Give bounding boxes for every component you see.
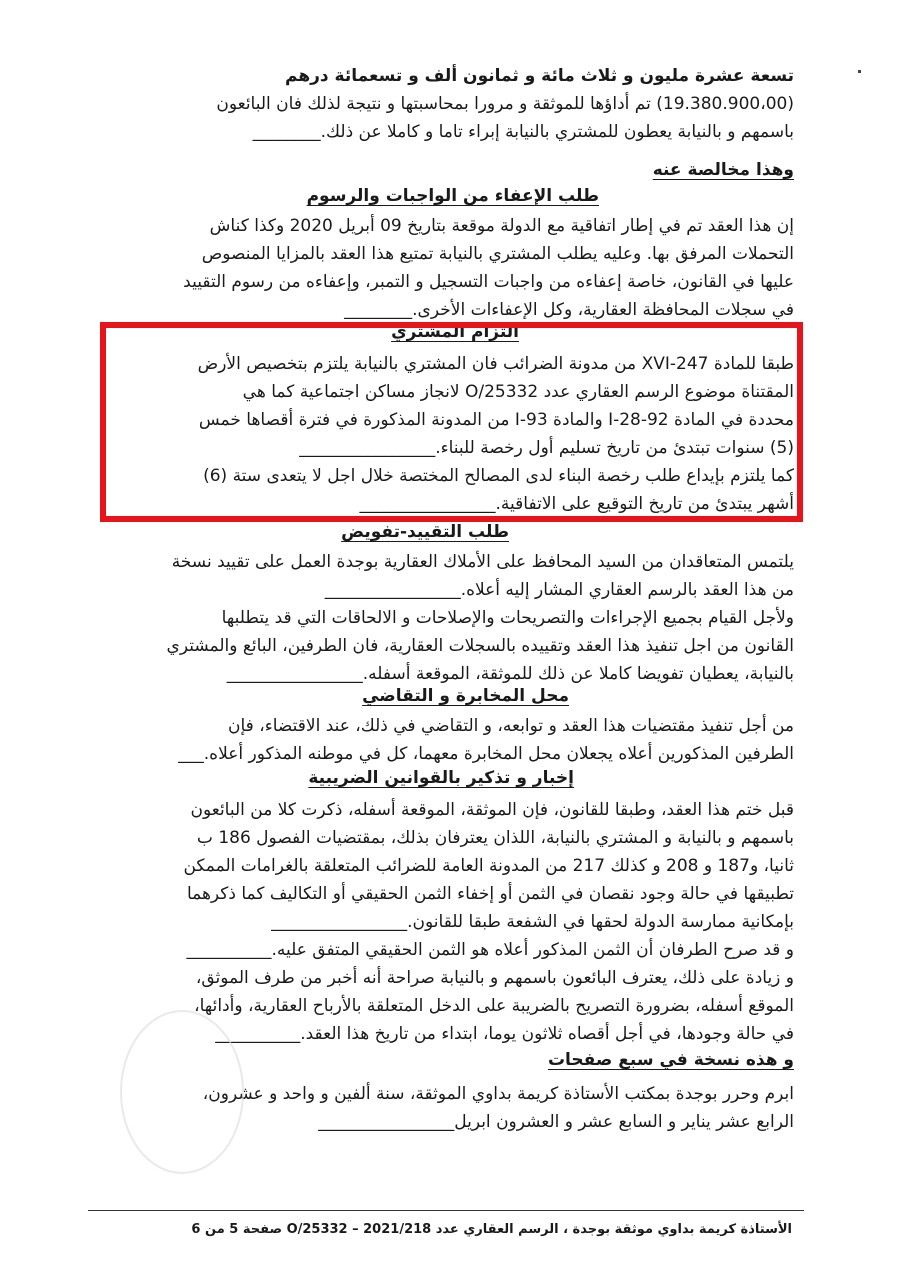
footer-divider xyxy=(88,1210,804,1211)
text-line: ولأجل القيام بجميع الإجراءات والتصريحات والإصلاحات و الالحاقات التي قد يتطلبها xyxy=(221,608,794,628)
section-heading-receipt: وهذا مخالصة عنه xyxy=(652,160,794,180)
text-line: المقتناة موضوع الرسم العقاري عدد O/25332 لانجاز مساكن اجتماعية كما هي xyxy=(242,382,794,402)
text-line: باسمهم و بالنيابة يعطون للمشتري بالنيابة إبراء تاما و كاملا عن ذلك.________ xyxy=(252,122,794,142)
text-line: قبل ختم هذا العقد، وطبقا للقانون، فإن الموثقة، الموقعة أسفله، ذكرت كلا من البائعون xyxy=(190,800,794,820)
text-line: بإمكانية ممارسة الدولة لحقها في الشفعة طبقا للقانون.________________ xyxy=(271,912,794,932)
text-line: و قد صرح الطرفان أن الثمن المذكور أعلاه هو الثمن الحقيقي المتفق عليه.__________ xyxy=(186,940,794,960)
section-heading-buyer-obligation: التزام المشتري xyxy=(391,322,519,342)
text-line: كما يلتزم بإيداع طلب رخصة البناء لدى المصالح المختصة خلال اجل لا يتعدى ستة (6) xyxy=(203,466,794,486)
text-line: من أجل تنفيذ مقتضيات هذا العقد و توابعه، و التقاضي في ذلك، عند الاقتضاء، فإن xyxy=(228,716,794,736)
text-line: يلتمس المتعاقدان من السيد المحافظ على الأملاك العقارية بوجدة العمل على تقييد نسخة xyxy=(171,552,794,572)
text-line: تطبيقها في حالة وجود نقصان في الثمن أو إخفاء الثمن الحقيقي أو التكاليف كما ذكرهما xyxy=(186,884,794,904)
text-line: في سجلات المحافظة العقارية، وكل الإعفاءات الأخرى.________ xyxy=(344,300,794,320)
text-line: من هذا العقد بالرسم العقاري المشار إليه أعلاه.________________ xyxy=(324,580,794,600)
section-heading-registration: طلب التقييد-تفويض xyxy=(341,522,509,542)
text-line: باسمهم و بالنيابة و المشتري بالنيابة، اللذان يعترفان بذلك، بمقتضيات الفصول 186 ب xyxy=(196,828,794,848)
section-heading-copies: و هذه نسخة في سبع صفحات xyxy=(547,1050,794,1070)
red-highlight-box xyxy=(100,322,803,522)
text-line: التحملات المرفق بها. وعليه يطلب المشتري بالنيابة تمتيع هذا العقد بالمزايا المنصوص xyxy=(201,244,794,264)
text-line: في حالة وجودها، في أجل أقصاه ثلاثون يوما، ابتداء من تاريخ هذا العقد.__________ xyxy=(215,1024,794,1044)
text-line: بالنيابة، يعطيان تفويضا كاملا عن ذلك للموثقة، الموقعة أسفله.________________ xyxy=(226,664,794,684)
text-line: الرابع عشر يناير و السابع عشر و العشرون ابريل________________ xyxy=(318,1112,794,1132)
text-line: عليها في القانون، خاصة إعفاءه من واجبات التسجيل و التمبر، وإعفاءه من رسوم التقييد xyxy=(183,272,794,292)
text-line: محددة في المادة 92-I-28 والمادة 93-I من المدونة المذكورة في فترة أقصاها خمس xyxy=(198,410,794,430)
text-line: تسعة عشرة مليون و ثلاث مائة و ثمانون ألف و تسعمائة درهم xyxy=(284,66,794,86)
payment-paragraph xyxy=(94,62,794,146)
text-line: ثانيا، و187 و 208 و كذلك 217 من المدونة العامة للضرائب المتعلقة بالغرامات الممكن xyxy=(183,856,794,876)
text-line: طبقا للمادة XVI-247 من مدونة الضرائب فان المشتري بالنيابة يلتزم بتخصيص الأرض xyxy=(197,354,794,374)
text-line: (19.380.900،00) تم أداؤها للموثقة و مرورا بمحاسبتها و نتيجة لذلك فان البائعون xyxy=(216,94,794,114)
exemption-paragraph xyxy=(94,212,794,324)
faint-stamp-watermark xyxy=(120,1010,244,1174)
text-line: و زيادة على ذلك، يعترف البائعون باسمهم و بالنيابة صراحة أنه أخبر من طرف الموثق، xyxy=(195,968,794,988)
tax-notice-paragraph xyxy=(94,796,794,1048)
domicile-paragraph xyxy=(94,712,794,768)
text-line: الموقع أسفله، بضرورة التصريح بالضريبة على الدخل المتعلقة بالأرباح العقارية، وأدائها، xyxy=(194,996,794,1016)
scan-mark xyxy=(858,70,861,73)
text-line: القانون من اجل تنفيذ هذا العقد وتقييده بالسجلات العقارية، فان الطرفين، البائع والمشتري xyxy=(166,636,794,656)
text-line: إن هذا العقد تم في إطار اتفاقية مع الدولة موقعة بتاريخ 09 أبريل 2020 وكذا كناش xyxy=(209,216,794,236)
section-heading-domicile: محل المخابرة و التقاضي xyxy=(362,686,569,706)
text-line: أشهر يبتدئ من تاريخ التوقيع على الاتفاقية.________________ xyxy=(359,494,794,514)
section-heading-tax-notice: إخبار و تذكير بالقوانين الضريبية xyxy=(308,768,574,788)
text-line: ابرم وحرر بوجدة بمكتب الأستاذة كريمة بداوي الموثقة، سنة ألفين و واحد و عشرون، xyxy=(202,1084,794,1104)
text-line: الطرفين المذكورين أعلاه يجعلان محل المخابرة معهما، كل في موطنه المذكور أعلاه.___ xyxy=(178,744,794,764)
page-footer: الأستاذة كريمة بداوي موثقة بوجدة ، الرسم العقاري عدد O/25332 – 2021/218 صفحة 5 من 6 xyxy=(191,1222,792,1237)
registration-paragraph xyxy=(94,548,794,688)
text-line: (5) سنوات تبتدئ من تاريخ تسليم أول رخصة للبناء.________________ xyxy=(299,438,794,458)
section-heading-exemption: طلب الإعفاء من الواجبات والرسوم xyxy=(306,186,599,206)
